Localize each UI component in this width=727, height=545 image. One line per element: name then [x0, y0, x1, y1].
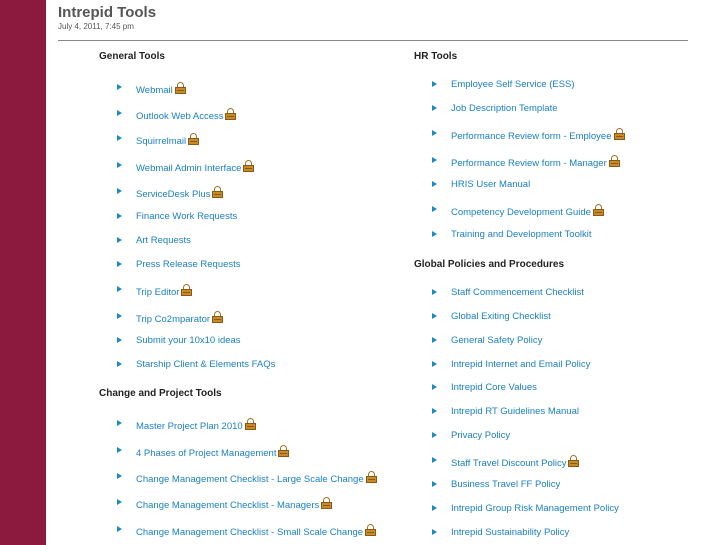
tool-link-label[interactable]: Staff Commencement Checklist	[451, 287, 584, 298]
triangle-bullet-icon	[117, 473, 122, 479]
tool-link-label[interactable]: HRIS User Manual	[451, 179, 531, 190]
triangle-bullet-icon	[432, 181, 437, 187]
triangle-bullet-icon	[432, 206, 437, 212]
tool-link-label[interactable]: Submit your 10x10 ideas	[136, 335, 241, 346]
tool-link-label[interactable]: 4 Phases of Project Management	[136, 445, 289, 459]
tool-link-label[interactable]: Business Travel FF Policy	[451, 479, 561, 490]
lock-icon	[321, 497, 332, 509]
lock-icon	[181, 284, 192, 296]
tool-link-label[interactable]: Intrepid Internet and Email Policy	[451, 359, 591, 370]
lock-icon	[175, 82, 186, 94]
tool-link-label[interactable]: Master Project Plan 2010	[136, 418, 256, 432]
tool-link-label[interactable]: Competency Development Guide	[451, 204, 604, 218]
tool-link-label[interactable]: Intrepid Core Values	[451, 382, 537, 393]
triangle-bullet-icon	[432, 529, 437, 535]
tool-link-label[interactable]: Training and Development Toolkit	[451, 229, 592, 240]
triangle-bullet-icon	[117, 135, 122, 141]
triangle-bullet-icon	[117, 420, 122, 426]
triangle-bullet-icon	[117, 162, 122, 168]
tool-link-label[interactable]: Intrepid Group Risk Management Policy	[451, 503, 619, 514]
tool-link-label[interactable]: Starship Client & Elements FAQs	[136, 359, 276, 370]
tool-link-label[interactable]: Change Management Checklist - Managers	[136, 497, 332, 511]
triangle-bullet-icon	[117, 526, 122, 532]
triangle-bullet-icon	[432, 105, 437, 111]
lock-icon	[243, 160, 254, 172]
triangle-bullet-icon	[432, 361, 437, 367]
triangle-bullet-icon	[432, 231, 437, 237]
hr-tools-heading: HR Tools	[414, 51, 458, 62]
triangle-bullet-icon	[432, 337, 437, 343]
tool-link-label[interactable]: Outlook Web Access	[136, 108, 236, 122]
triangle-bullet-icon	[117, 213, 122, 219]
lock-icon	[245, 418, 256, 430]
tool-link-label[interactable]: Squirrelmail	[136, 133, 199, 147]
triangle-bullet-icon	[432, 384, 437, 390]
triangle-bullet-icon	[117, 286, 122, 292]
lock-icon	[593, 204, 604, 216]
change-project-tools-heading: Change and Project Tools	[99, 388, 222, 399]
tool-link-label[interactable]: Webmail	[136, 82, 186, 96]
triangle-bullet-icon	[432, 457, 437, 463]
tool-link-label[interactable]: Change Management Checklist - Small Scale Change	[136, 524, 376, 538]
tool-link-label[interactable]: Change Management Checklist - Large Scale Change	[136, 471, 377, 485]
tool-link-label[interactable]: Staff Travel Discount Policy	[451, 455, 579, 469]
tool-link-label[interactable]: ServiceDesk Plus	[136, 186, 223, 200]
page-title: Intrepid Tools	[58, 4, 157, 21]
triangle-bullet-icon	[117, 447, 122, 453]
triangle-bullet-icon	[117, 188, 122, 194]
triangle-bullet-icon	[117, 84, 122, 90]
header-divider	[58, 40, 688, 41]
page-date: July 4, 2011, 7:45 pm	[58, 22, 134, 31]
triangle-bullet-icon	[117, 237, 122, 243]
triangle-bullet-icon	[432, 157, 437, 163]
lock-icon	[568, 455, 579, 467]
triangle-bullet-icon	[117, 313, 122, 319]
tool-link-label[interactable]: Trip Co2mparator	[136, 311, 223, 325]
triangle-bullet-icon	[432, 289, 437, 295]
triangle-bullet-icon	[432, 505, 437, 511]
lock-icon	[188, 133, 199, 145]
triangle-bullet-icon	[432, 313, 437, 319]
general-tools-heading: General Tools	[99, 51, 165, 62]
tool-link-label[interactable]: Intrepid RT Guidelines Manual	[451, 406, 579, 417]
triangle-bullet-icon	[432, 81, 437, 87]
lock-icon	[614, 128, 625, 140]
tool-link-label[interactable]: Global Exiting Checklist	[451, 311, 551, 322]
triangle-bullet-icon	[432, 130, 437, 136]
triangle-bullet-icon	[117, 337, 122, 343]
lock-icon	[212, 311, 223, 323]
lock-icon	[212, 186, 223, 198]
tool-link-label[interactable]: Art Requests	[136, 235, 191, 246]
tool-link-label[interactable]: Privacy Policy	[451, 430, 511, 441]
triangle-bullet-icon	[117, 361, 122, 367]
lock-icon	[365, 524, 376, 536]
tool-link-label[interactable]: Intrepid Sustainability Policy	[451, 527, 570, 538]
tool-link-label[interactable]: Job Description Template	[451, 103, 558, 114]
triangle-bullet-icon	[432, 481, 437, 487]
lock-icon	[225, 108, 236, 120]
tool-link-label[interactable]: Trip Editor	[136, 284, 192, 298]
lock-icon	[609, 155, 620, 167]
triangle-bullet-icon	[432, 408, 437, 414]
tool-link-label[interactable]: Webmail Admin Interface	[136, 160, 254, 174]
tool-link-label[interactable]: Performance Review form - Employee	[451, 128, 625, 142]
tool-link-label[interactable]: Finance Work Requests	[136, 211, 238, 222]
triangle-bullet-icon	[117, 110, 122, 116]
tool-link-label[interactable]: Press Release Requests	[136, 259, 241, 270]
triangle-bullet-icon	[117, 261, 122, 267]
sidebar-strip	[0, 0, 46, 545]
tool-link-label[interactable]: Performance Review form - Manager	[451, 155, 620, 169]
global-policies-heading: Global Policies and Procedures	[414, 259, 565, 270]
lock-icon	[366, 471, 377, 483]
triangle-bullet-icon	[432, 432, 437, 438]
tool-link-label[interactable]: General Safety Policy	[451, 335, 543, 346]
tool-link-label[interactable]: Employee Self Service (ESS)	[451, 79, 575, 90]
triangle-bullet-icon	[117, 499, 122, 505]
lock-icon	[278, 445, 289, 457]
